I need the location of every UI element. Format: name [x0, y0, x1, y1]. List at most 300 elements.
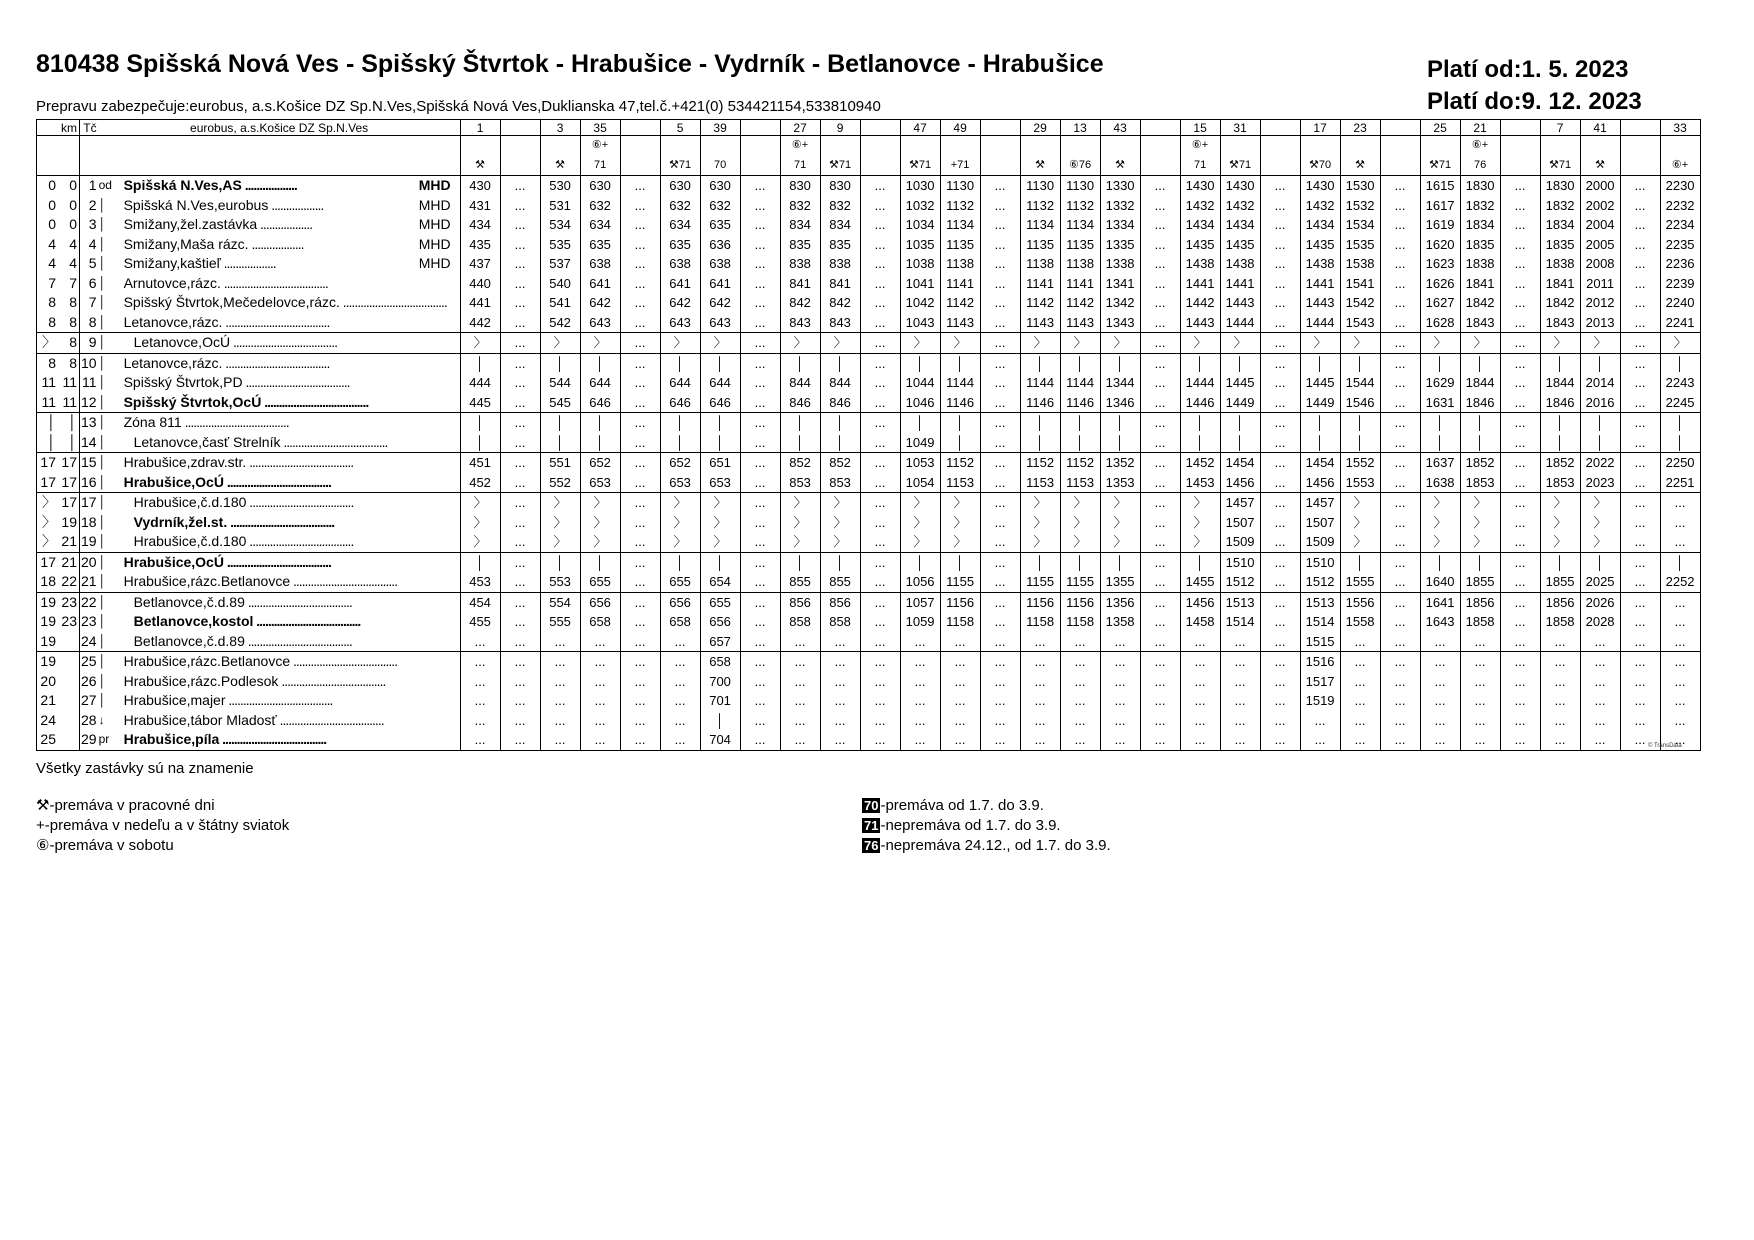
departure-time: 1130 [940, 176, 980, 196]
km-value: 0 [37, 215, 59, 235]
departure-time: ... [980, 235, 1020, 255]
departure-time: ... [1380, 652, 1420, 672]
stop-name-text: Hrabušice,majer [123, 692, 226, 709]
km-value: 8 [37, 353, 59, 373]
departure-time: 644 [660, 373, 700, 393]
departure-time: ... [820, 652, 860, 672]
departure-time: │ [1580, 552, 1620, 572]
trip-restriction [1500, 155, 1540, 176]
stop-name-text: Hrabušice,rázc.Betlanovce [123, 653, 291, 670]
leader-dots: .................................... [290, 653, 398, 670]
departure-time: 1507 [1300, 513, 1340, 533]
departure-time: ... [740, 433, 780, 453]
departure-time: │ [460, 353, 500, 373]
stop-name [122, 373, 461, 393]
km-value [58, 672, 80, 692]
leader-dots: .................................... [261, 393, 369, 410]
departure-time: ... [1140, 373, 1180, 393]
departure-time: ... [1260, 730, 1300, 750]
departure-time: │ [1180, 433, 1220, 453]
departure-time: │ [1580, 433, 1620, 453]
stop-name [122, 691, 461, 711]
km-value: 21 [61, 533, 77, 550]
departure-time: 1434 [1220, 215, 1260, 235]
leader-dots: .................. [220, 255, 276, 272]
departure-time: ... [1260, 632, 1300, 652]
departure-time: ... [1380, 433, 1420, 453]
departure-time: ... [1620, 691, 1660, 711]
departure-time: 1135 [1020, 235, 1060, 255]
km-value: 0 [69, 196, 77, 213]
departure-time: │ [1540, 433, 1580, 453]
departure-time: 830 [780, 176, 820, 196]
departure-time: ... [540, 691, 580, 711]
departure-time: 2252 [1660, 572, 1700, 592]
departure-time: ... [940, 632, 980, 652]
trip-number: 7 [1540, 120, 1580, 136]
departure-time: ... [740, 572, 780, 592]
trip-number: 25 [1420, 120, 1460, 136]
departure-time: 653 [580, 473, 620, 493]
departure-time: 2023 [1580, 473, 1620, 493]
departure-time: 1856 [1460, 592, 1500, 612]
trip-mark [540, 136, 580, 156]
direction-mark: │ [98, 197, 107, 212]
departure-time: 2235 [1660, 235, 1700, 255]
departure-time: 442 [460, 313, 500, 333]
departure-time: 2232 [1660, 196, 1700, 216]
leader-dots: .................................... [246, 454, 354, 471]
departure-time: 〉 [1540, 333, 1580, 354]
km-value: 17 [37, 552, 59, 572]
departure-time: ... [500, 711, 540, 731]
departure-time: ... [1500, 572, 1540, 592]
departure-time: ... [460, 711, 500, 731]
leader-dots: .................................... [225, 692, 333, 709]
departure-time: 2239 [1660, 274, 1700, 294]
header-km: km [37, 120, 80, 136]
departure-time: ... [1500, 473, 1540, 493]
stop-row [37, 453, 1701, 473]
departure-time: 1341 [1100, 274, 1140, 294]
departure-time: 2004 [1580, 215, 1620, 235]
departure-time: ... [1260, 552, 1300, 572]
trip-number: 41 [1580, 120, 1620, 136]
departure-time: 1053 [900, 453, 940, 473]
departure-time: ... [1500, 691, 1540, 711]
leader-dots: .................................... [222, 354, 330, 371]
trip-restriction: ⚒71 [900, 155, 940, 176]
departure-time: │ [1660, 413, 1700, 433]
departure-time: │ [1540, 552, 1580, 572]
departure-time: 1445 [1300, 373, 1340, 393]
departure-time: ... [980, 711, 1020, 731]
departure-time: ... [500, 353, 540, 373]
trip-mark [1100, 136, 1140, 156]
mhd-label: MHD [418, 255, 451, 272]
departure-time: 1457 [1220, 493, 1260, 513]
departure-time: ... [500, 572, 540, 592]
stop-row [37, 493, 1701, 513]
departure-time: 1456 [1180, 592, 1220, 612]
stop-number: 3 [80, 215, 98, 235]
departure-time: ... [1580, 672, 1620, 692]
trip-restriction: ⚒71 [1420, 155, 1460, 176]
stop-row [37, 235, 1701, 255]
departure-time: │ [580, 433, 620, 453]
departure-time: ... [980, 393, 1020, 413]
departure-time: ... [500, 215, 540, 235]
departure-time: ... [1260, 274, 1300, 294]
departure-time: 2000 [1580, 176, 1620, 196]
trip-restriction: ⚒ [1100, 155, 1140, 176]
departure-time: ... [1660, 493, 1700, 513]
departure-time: 641 [700, 274, 740, 294]
trip-restriction: ⚒ [540, 155, 580, 176]
departure-time: │ [1340, 433, 1380, 453]
departure-time: │ [780, 552, 820, 572]
departure-time: ... [980, 632, 1020, 652]
departure-time: ... [1580, 730, 1620, 750]
departure-time: ... [620, 293, 660, 313]
trip-mark [1220, 136, 1260, 156]
departure-time: 704 [700, 730, 740, 750]
trip-mark [900, 136, 940, 156]
departure-time: 1455 [1180, 572, 1220, 592]
departure-time: │ [1100, 433, 1140, 453]
trip-restriction [980, 155, 1020, 176]
trip-number [740, 120, 780, 136]
departure-time: 〉 [1580, 333, 1620, 354]
departure-time: 855 [820, 572, 860, 592]
departure-time: 1132 [940, 196, 980, 216]
departure-time: ... [980, 652, 1020, 672]
departure-time: │ [700, 433, 740, 453]
departure-time: │ [700, 711, 740, 731]
departure-time: 〉 [1060, 532, 1100, 552]
departure-time: ... [1180, 632, 1220, 652]
departure-time: │ [1100, 413, 1140, 433]
departure-time: 1543 [1340, 313, 1380, 333]
departure-time: 856 [820, 592, 860, 612]
departure-time: 〉 [900, 333, 940, 354]
departure-time: ... [1660, 672, 1700, 692]
departure-time: 1155 [1060, 572, 1100, 592]
departure-time: ... [740, 652, 780, 672]
stop-row [37, 313, 1701, 333]
departure-time: 858 [780, 612, 820, 632]
departure-time: 1335 [1100, 235, 1140, 255]
departure-time: │ [1020, 433, 1060, 453]
mhd-label: MHD [418, 196, 451, 213]
departure-time: │ [1060, 433, 1100, 453]
departure-time: ... [1140, 652, 1180, 672]
stop-number: 20 [80, 552, 98, 572]
departure-time: 2243 [1660, 373, 1700, 393]
departure-time: ... [820, 691, 860, 711]
departure-time: 1627 [1420, 293, 1460, 313]
stop-name [122, 353, 461, 373]
departure-time: 1338 [1100, 254, 1140, 274]
departure-time: 858 [820, 612, 860, 632]
departure-time: 1830 [1540, 176, 1580, 196]
departure-time: ... [1620, 274, 1660, 294]
departure-time: 655 [700, 592, 740, 612]
km-value: 4 [69, 255, 77, 272]
stop-name [122, 196, 461, 216]
header-operator: eurobus, a.s.Košice DZ Sp.N.Ves [98, 120, 461, 136]
departure-time: ... [540, 632, 580, 652]
departure-time: ... [1500, 711, 1540, 731]
departure-time: ... [1620, 552, 1660, 572]
stop-row [37, 373, 1701, 393]
trip-number [1620, 120, 1660, 136]
departure-time: 838 [780, 254, 820, 274]
departure-time: 2236 [1660, 254, 1700, 274]
departure-time: 1142 [1060, 293, 1100, 313]
departure-time: 〉 [940, 333, 980, 354]
stop-number: 19 [80, 532, 98, 552]
departure-time: ... [1180, 652, 1220, 672]
departure-time: ... [1620, 493, 1660, 513]
departure-time: │ [660, 413, 700, 433]
stop-number: 2 [80, 196, 98, 216]
km-value: 11 [62, 393, 77, 410]
mhd-label: MHD [418, 235, 451, 252]
stop-name-text: Smižany,Maša rázc. [123, 235, 249, 252]
departure-time: ... [1540, 730, 1580, 750]
departure-time: ... [1500, 513, 1540, 533]
departure-time: ... [1260, 353, 1300, 373]
valid-from: Platí od:1. 5. 2023 [1427, 56, 1629, 83]
stop-name-text: Spišský Štvrtok,PD [123, 374, 243, 391]
departure-time: 1442 [1180, 293, 1220, 313]
trip-mark [1500, 136, 1540, 156]
departure-time: 1356 [1100, 592, 1140, 612]
departure-time: 〉 [660, 513, 700, 533]
departure-time: 〉 [580, 513, 620, 533]
km-value: 19 [61, 513, 77, 530]
departure-time: 646 [660, 393, 700, 413]
departure-time: 1832 [1460, 196, 1500, 216]
stop-name-text: Hrabušice,OcÚ [123, 473, 224, 490]
departure-time: ... [1540, 672, 1580, 692]
departure-time: 1629 [1420, 373, 1460, 393]
departure-time: 641 [660, 274, 700, 294]
departure-time: 〉 [460, 532, 500, 552]
departure-time: ... [1380, 254, 1420, 274]
departure-time: 1143 [940, 313, 980, 333]
departure-time: 1432 [1180, 196, 1220, 216]
departure-time: 651 [700, 453, 740, 473]
departure-time: 〉 [1420, 513, 1460, 533]
departure-time: 1138 [940, 254, 980, 274]
departure-time: 1134 [1020, 215, 1060, 235]
departure-time: 630 [700, 176, 740, 196]
header-blank [98, 155, 461, 176]
departure-time: 〉 [1020, 333, 1060, 354]
header-tc: Tč [80, 120, 98, 136]
stop-number: 18 [80, 513, 98, 533]
departure-time: ... [580, 632, 620, 652]
departure-time: 853 [780, 473, 820, 493]
departure-time: ... [500, 730, 540, 750]
departure-time: │ [940, 552, 980, 572]
departure-time: ... [620, 373, 660, 393]
legend-item: 76 -nepremáva 24.12., od 1.7. do 3.9. [864, 837, 1111, 854]
departure-time: 544 [540, 373, 580, 393]
stop-name-text: Hrabušice,rázc.Podlesok [123, 672, 279, 689]
stop-number: 9 [80, 333, 98, 354]
departure-time: 〉 [820, 333, 860, 354]
departure-time: 1553 [1340, 473, 1380, 493]
departure-time: │ [540, 353, 580, 373]
departure-time: 〉 [1180, 513, 1220, 533]
km-value: 17 [37, 473, 59, 493]
direction-mark: pr [98, 732, 110, 747]
departure-time: 1146 [1060, 393, 1100, 413]
km-value: 11 [37, 373, 59, 393]
departure-time: 1046 [900, 393, 940, 413]
departure-time: ... [1260, 235, 1300, 255]
departure-time: ... [620, 235, 660, 255]
stop-name-text: Spišský Štvrtok,Mečedelovce,rázc. [123, 294, 340, 311]
departure-time: ... [740, 632, 780, 652]
departure-time: 1454 [1300, 453, 1340, 473]
departure-time: 641 [580, 274, 620, 294]
departure-time: ... [1100, 672, 1140, 692]
departure-time: ... [740, 513, 780, 533]
stop-name-text: Letanovce,OcÚ [133, 334, 231, 351]
stop-number: 7 [80, 293, 98, 313]
departure-time: │ [820, 552, 860, 572]
departure-time: ... [1060, 632, 1100, 652]
stop-name [122, 293, 461, 313]
departure-time: 841 [820, 274, 860, 294]
km-value: 20 [37, 672, 59, 692]
departure-time: ... [860, 453, 900, 473]
trip-restriction: ⚒71 [820, 155, 860, 176]
departure-time: 1456 [1300, 473, 1340, 493]
leader-dots: .................................... [220, 274, 328, 291]
departure-time: 657 [700, 632, 740, 652]
stop-number: 16 [80, 473, 98, 493]
stop-name-text: Hrabušice,č.d.180 [133, 533, 247, 550]
departure-time: │ [1060, 413, 1100, 433]
stop-name [122, 572, 461, 592]
carrier-info: Prepravu zabezpečuje:eurobus, a.s.Košice DZ Sp.N.Ves,Spišská Nová Ves,Duklianska 47,tel.č.+421(0) 534421154,533810940 [36, 98, 881, 115]
trip-number: 21 [1460, 120, 1500, 136]
departure-time: │ [820, 433, 860, 453]
departure-time: │ [1660, 552, 1700, 572]
departure-time: ... [1260, 513, 1300, 533]
departure-time: ... [500, 176, 540, 196]
km-value: 11 [37, 393, 59, 413]
km-value: 22 [61, 573, 77, 590]
departure-time: ... [860, 433, 900, 453]
departure-time: 1832 [1540, 196, 1580, 216]
stop-number: 6 [80, 274, 98, 294]
departure-time: ... [860, 730, 900, 750]
departure-time: ... [620, 572, 660, 592]
departure-time: 1142 [940, 293, 980, 313]
departure-time: ... [1500, 532, 1540, 552]
departure-time: ... [1260, 215, 1300, 235]
departure-time: ... [1260, 254, 1300, 274]
stop-name [122, 413, 461, 433]
departure-time: ... [1380, 176, 1420, 196]
departure-time: ... [1420, 730, 1460, 750]
stops-on-request-note: Všetky zastávky sú na znamenie [36, 760, 254, 777]
departure-time: ... [540, 672, 580, 692]
departure-time: 1435 [1300, 235, 1340, 255]
departure-time: 1842 [1540, 293, 1580, 313]
departure-time: 〉 [1420, 333, 1460, 354]
departure-time: 451 [460, 453, 500, 473]
departure-time: 646 [700, 393, 740, 413]
departure-time: 1844 [1460, 373, 1500, 393]
departure-time: 1153 [940, 473, 980, 493]
departure-time: 1530 [1340, 176, 1380, 196]
departure-time: ... [500, 373, 540, 393]
direction-mark: │ [98, 552, 122, 572]
departure-time: ... [620, 274, 660, 294]
trip-number: 5 [660, 120, 700, 136]
departure-time: │ [660, 433, 700, 453]
departure-time: ... [500, 592, 540, 612]
departure-time: ... [1140, 413, 1180, 433]
departure-time: ... [1140, 453, 1180, 473]
trip-number [1500, 120, 1540, 136]
departure-time: ... [980, 513, 1020, 533]
departure-time: 454 [460, 592, 500, 612]
departure-time: ... [1620, 333, 1660, 354]
departure-time: 〉 [1460, 333, 1500, 354]
departure-time: 1838 [1460, 254, 1500, 274]
departure-time: ... [1500, 393, 1540, 413]
departure-time: │ [900, 552, 940, 572]
departure-time: 1514 [1300, 612, 1340, 632]
departure-time: ... [620, 413, 660, 433]
departure-time: │ [1420, 413, 1460, 433]
departure-time: ... [940, 652, 980, 672]
km-value: 8 [69, 313, 77, 330]
departure-time: 〉 [1420, 493, 1460, 513]
departure-time: ... [1020, 730, 1060, 750]
departure-time: 1143 [1060, 313, 1100, 333]
trip-mark: ⑥+ [580, 136, 620, 156]
departure-time: ... [1220, 730, 1260, 750]
trip-mark [940, 136, 980, 156]
departure-time: 701 [700, 691, 740, 711]
stop-row [37, 691, 1701, 711]
stop-name-text: Hrabušice,zdrav.str. [123, 454, 247, 471]
departure-time: 1640 [1420, 572, 1460, 592]
departure-time: ... [1620, 254, 1660, 274]
departure-time: 1434 [1300, 215, 1340, 235]
trip-number [980, 120, 1020, 136]
departure-time: 1432 [1300, 196, 1340, 216]
km-value [58, 691, 80, 711]
departure-time: 〉 [940, 493, 980, 513]
departure-time: ... [620, 333, 660, 354]
departure-time: ... [740, 532, 780, 552]
departure-time: ... [940, 711, 980, 731]
trip-restriction [1260, 155, 1300, 176]
departure-time: ... [1620, 473, 1660, 493]
departure-time: ... [500, 433, 540, 453]
departure-time: 642 [700, 293, 740, 313]
